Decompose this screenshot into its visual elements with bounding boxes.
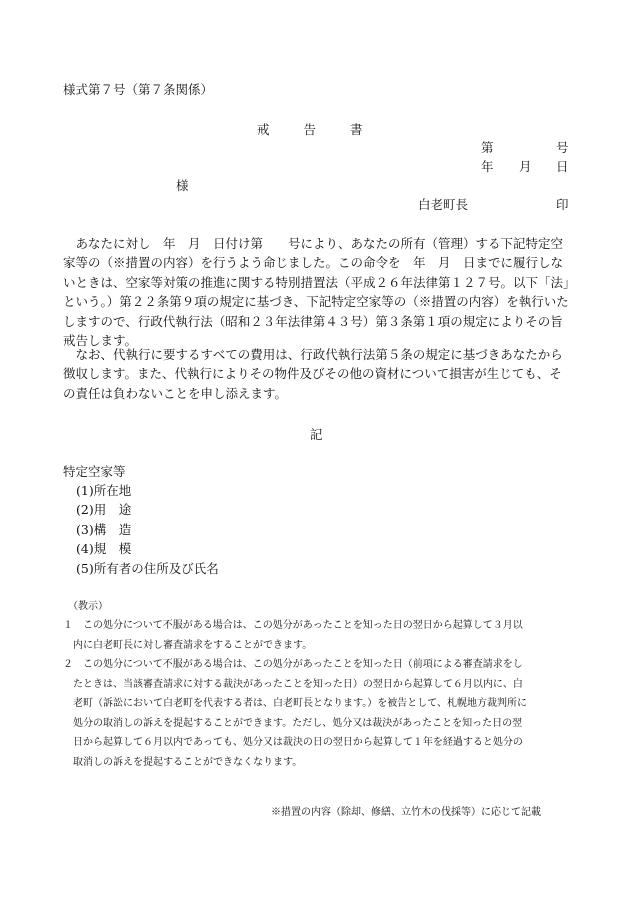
paragraph-line: いときは、空家等対策の推進に関する特別措置法（平成２６年法律第１２７号。以下「法」 <box>63 274 576 290</box>
form-label: 様式第７号（第７条関係） <box>63 82 214 97</box>
paragraph-line: という。）第２２条第９項の規定に基づき、下記特定空家等の（※措置の内容）を執行いた <box>63 294 569 310</box>
document-title <box>257 120 363 138</box>
doc-number-suffix: 号 <box>556 140 569 155</box>
date-month: 月 <box>519 159 532 174</box>
notice-line: 日から起算して６月以内であっても、処分又は裁決の日の翌日から起算して１年を経過すると処分の <box>63 737 523 749</box>
list-item: (3)構 造 <box>76 521 132 537</box>
notice-line: １ この処分について不服がある場合は、この処分があったことを知った日の翌日から起算して３月以 <box>63 620 523 631</box>
notice-line: ２ この処分について不服がある場合は、この処分があったことを知った日（前項による審査請求をし <box>63 659 523 670</box>
seal-mark: 印 <box>556 197 569 212</box>
warning-paragraph <box>63 234 576 350</box>
property-heading: 特定空家等 <box>63 464 126 479</box>
list-item: (2)用 途 <box>76 502 132 518</box>
list-item: (4)規 模 <box>76 541 132 557</box>
paragraph-line: あなたに対し 年 月 日付け第 号により、あなたの所有（管理）する下記特定空 <box>63 236 564 251</box>
paragraph-line: 徴収します。また、代執行によりその物件及びその他の資材について損害が生じても、そ <box>63 366 562 382</box>
issuer-name: 白老町長 <box>418 197 469 212</box>
notice-line: 処分の取消しの訴えを提起することができます。ただし、処分又は裁決があったことを知った日の翌 <box>63 717 523 729</box>
date-day: 日 <box>556 159 569 174</box>
paragraph-line: 戒告します。 <box>63 333 138 349</box>
addressee-suffix: 様 <box>176 178 189 193</box>
title-char-2: 告 <box>303 122 317 137</box>
notice-line: 内に白老町長に対し審査請求をすることができます。 <box>63 639 313 651</box>
paragraph-line: しますので、行政代執行法（昭和２３年法律第４３号）第３条第１項の規定によりその旨 <box>63 313 563 329</box>
cost-paragraph <box>63 345 567 403</box>
notice-line: たときは、当該審査請求に対する裁決があったことを知った日）の翌日から起算して６月以内に、白 <box>63 678 523 690</box>
notice-label: （教示） <box>68 601 108 612</box>
list-item: (1)所在地 <box>76 483 132 498</box>
paragraph-line: 家等の（※措置の内容）を行うよう命じました。この命令を 年 月 日までに履行しな <box>63 255 564 271</box>
notice-item-2 <box>63 655 527 773</box>
ki-heading: 記 <box>310 427 323 442</box>
notice-line: 取消しの訴えを提起することができなくなります。 <box>63 756 303 768</box>
title-char-1: 戒 <box>257 122 270 137</box>
list-item: (5)所有者の住所及び氏名 <box>76 560 219 576</box>
footnote: ※措置の内容（除却、修繕、立竹木の伐採等）に応じて記載 <box>271 807 541 818</box>
paragraph-line: なお、代執行に要するすべての費用は、行政代執行法第５条の規定に基づきあなたから <box>63 347 563 362</box>
title-char-3: 書 <box>350 122 363 137</box>
doc-number-prefix: 第 <box>481 140 494 155</box>
property-item-list <box>76 481 219 578</box>
date-year: 年 <box>481 159 494 174</box>
notice-line: 老町（訴訟において白老町を代表する者は、白老町長となります。）を被告として、札幌地方裁判所に <box>63 698 527 710</box>
paragraph-line: の責任は負わないことを申し添えます。 <box>63 385 288 401</box>
notice-item-1 <box>63 616 523 655</box>
